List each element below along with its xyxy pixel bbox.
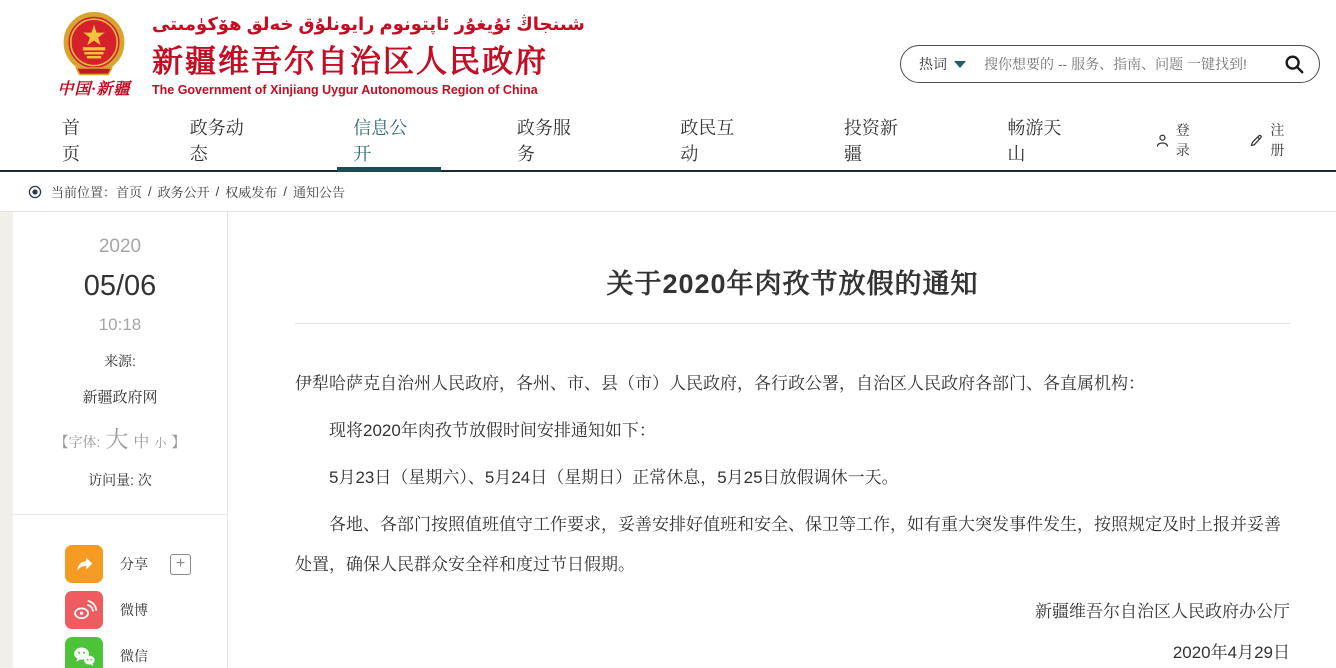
article-date: 2020年4月29日	[1172, 643, 1290, 662]
wechat-label: 微信	[120, 648, 148, 664]
hotword-label: 热词	[919, 56, 947, 72]
source-label: 来源:	[104, 353, 136, 369]
publish-time: 10:18	[98, 315, 142, 334]
curved-arrow-icon	[72, 552, 96, 576]
share-label: 分享	[120, 556, 148, 572]
breadcrumb-gov-disclosure[interactable]: 政务公开	[157, 185, 210, 200]
breadcrumb-prefix: 当前位置：	[51, 185, 117, 200]
weibo-label: 微博	[120, 602, 148, 618]
wechat-icon	[71, 643, 97, 668]
left-edge-strip	[0, 212, 13, 668]
sidebar-divider	[13, 514, 227, 515]
nav-item-invest-xinjiang[interactable]: 投资新疆	[843, 118, 898, 164]
font-size-small-button[interactable]: 小	[154, 436, 167, 450]
main-nav	[0, 110, 1336, 172]
nav-auth-area	[1155, 110, 1312, 170]
nav-item-public-interaction[interactable]: 政民互动	[680, 118, 735, 164]
nav-item-home[interactable]: 首页	[62, 118, 80, 164]
font-size-controls	[13, 421, 227, 454]
more-share-button[interactable]	[170, 554, 191, 575]
national-emblem-icon	[54, 12, 134, 76]
article-signature: 新疆维吾尔自治区人民政府办公厅	[1035, 602, 1290, 621]
breadcrumb-separator: /	[148, 184, 152, 199]
article-paragraph: 5月23日（星期六）、5月24日（星期日）正常休息，5月25日放假调休一天。	[329, 468, 899, 487]
site-title-block	[152, 12, 585, 110]
site-title-chinese: 新疆维吾尔自治区人民政府	[152, 44, 548, 79]
breadcrumb-separator: /	[283, 184, 287, 199]
breadcrumb-home[interactable]: 首页	[116, 185, 143, 200]
nav-item-info-disclosure[interactable]: 信息公开	[337, 110, 441, 170]
breadcrumb-notices[interactable]: 通知公告	[292, 185, 345, 200]
share-row	[65, 591, 227, 629]
article-meta-sidebar	[13, 212, 228, 668]
article	[228, 212, 1336, 668]
breadcrumb-authoritative-release[interactable]: 权威发布	[225, 185, 278, 200]
register-label: 注册	[1270, 122, 1285, 158]
font-size-bracket-open: 【字体:	[54, 434, 101, 450]
share-button[interactable]	[65, 545, 103, 583]
article-paragraph: 各地、各部门按照值班值守工作要求，妥善安排好值班和安全、保卫等工作，如有重大突发事件发生，按照规定及时上报并妥善处置，确保人民群众安全祥和度过节日假期。	[295, 515, 1281, 574]
breadcrumb-separator: /	[215, 184, 220, 199]
article-title: 关于2020年肉孜节放假的通知	[606, 269, 979, 299]
article-body	[295, 364, 1290, 585]
chevron-down-icon	[954, 61, 966, 68]
font-size-large-button[interactable]: 大	[105, 426, 129, 452]
wechat-share-button[interactable]	[65, 637, 103, 668]
publish-year: 2020	[98, 236, 142, 257]
weibo-icon	[71, 597, 97, 623]
hotword-dropdown[interactable]	[919, 54, 966, 74]
nav-item-travel-tianshan[interactable]: 畅游天山	[1007, 118, 1062, 164]
person-icon	[1155, 133, 1170, 148]
share-panel	[65, 545, 227, 668]
nav-item-gov-services[interactable]: 政务服务	[516, 118, 571, 164]
breadcrumb	[0, 172, 1336, 212]
login-button[interactable]	[1155, 120, 1204, 160]
content-area	[0, 212, 1336, 668]
source-value: 新疆政府网	[82, 389, 158, 406]
search-input[interactable]	[984, 56, 1283, 72]
search-button[interactable]	[1283, 53, 1305, 75]
nav-item-gov-news[interactable]: 政务动态	[189, 118, 244, 164]
title-divider	[295, 323, 1290, 324]
article-paragraph: 现将2020年肉孜节放假时间安排通知如下：	[329, 421, 656, 440]
search-bar[interactable]	[900, 45, 1320, 83]
login-label: 登录	[1175, 122, 1190, 158]
font-size-bracket-close: 】	[171, 434, 186, 450]
site-title-english: The Government of Xinjiang Uygur Autonomous Region of China	[152, 83, 538, 97]
site-title-uyghur: شىنجاڭ ئۇيغۇر ئاپتونوم رايونلۇق خەلق ھۆكۈمىتى	[152, 14, 585, 34]
pencil-icon	[1249, 133, 1264, 148]
weibo-share-button[interactable]	[65, 591, 103, 629]
radio-dot-icon	[28, 185, 42, 199]
logo-caption: 中国·新疆	[57, 81, 131, 98]
register-button[interactable]	[1249, 120, 1298, 160]
publish-date: 05/06	[83, 270, 157, 302]
site-header	[0, 0, 1336, 110]
site-logo[interactable]	[48, 12, 140, 110]
visit-count: 访问量: 次	[88, 472, 152, 488]
article-paragraph: 伊犁哈萨克自治州人民政府，各州、市、县（市）人民政府，各行政公署，自治区人民政府各部门、各直属机构：	[295, 374, 1145, 393]
share-row	[65, 637, 227, 668]
search-icon	[1283, 53, 1305, 75]
share-row	[65, 545, 227, 583]
plus-icon: +	[175, 555, 186, 572]
font-size-medium-button[interactable]: 中	[133, 434, 150, 451]
